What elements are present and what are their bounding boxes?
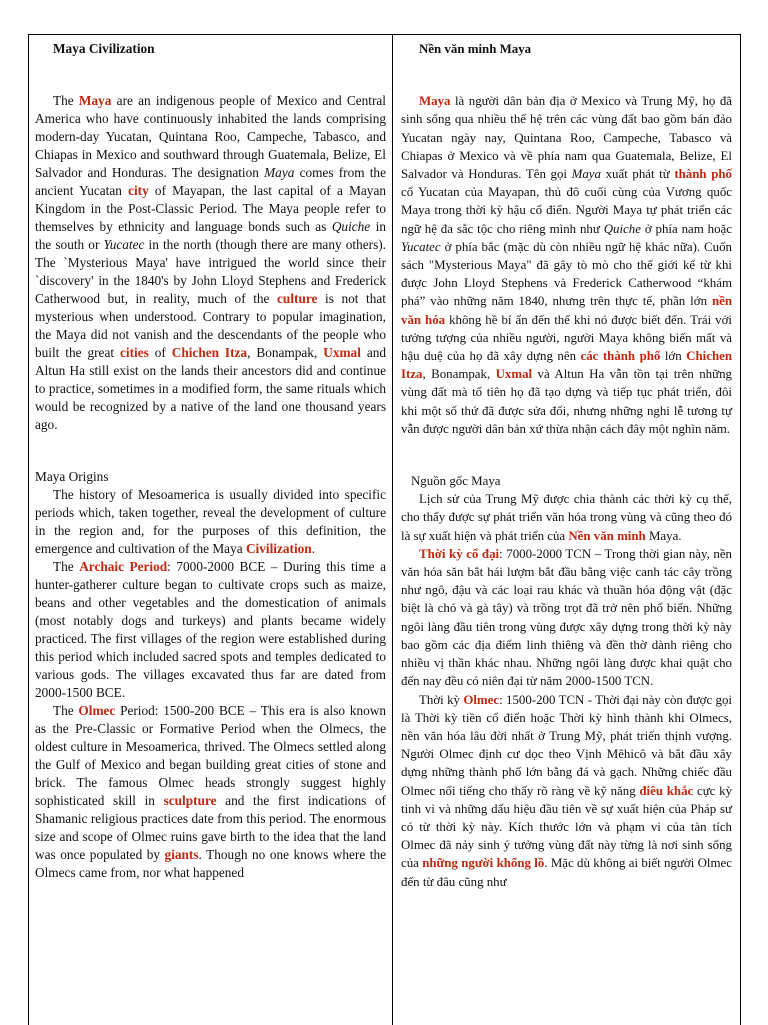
highlighted-term: culture — [277, 291, 318, 306]
vietnamese-title: Nền văn minh Maya — [419, 42, 532, 56]
vietnamese-intro-paragraph: Maya là người dân bản địa ở Mexico và Trung Mỹ, họ đã sinh sống qua nhiều thế hệ trên các vùng đất bao gồm bán đảo Yucatan ngày nay, Quintana Roo, Campeche, Tabasco và Chiapas ở Mexico và về phía nam qua Guatemala, Belize, El Salvador và Honduras. Tên gọi Maya xuất phát từ thành phố cổ Yucatan của Mayapan, thủ đô cuối cùng của Vương quốc Maya trong thời kỳ hậu cổ điển. Người Maya tự phát triển các ngữ hệ đa sắc tộc cho riêng mình như Quiche ở phía nam hoặc Yucatec ở phía bắc (mặc dù còn nhiều ngữ hệ khác nữa). Cuốn sách "Mysterious Maya" đã gây tò mò cho thế giới kể từ khi được John Lloyd Stephens và Frederick Catherwood “khám phá” vào những năm 1840, nhưng trên thực tế, phần lớn nền văn hóa không hề bí ẩn đến thế khi nó được biết đến. Trái với tưởng tượng của nhiều người, người Maya không biến mất và hậu duệ của họ đã xây dựng nên các thành phố lớn Chichen Itza, Bonampak, Uxmal và Altun Ha vẫn tồn tại trên những vùng đất mà tổ tiên họ đã tạo dựng và tiếp tục phát triển, đôi khi một số thứ đã được sửa đổi, nhưng những nghi lễ tương tự vẫn được người dân bản xứ thừa nhận cách đây một nghìn năm. — [401, 94, 733, 436]
highlighted-term: Chichen Itza — [401, 349, 733, 382]
italic-term: Yucatec — [401, 239, 441, 254]
english-origins-section — [35, 468, 386, 882]
highlighted-term: sculpture — [163, 793, 217, 808]
english-archaic-paragraph: The Archaic Period: 7000-2000 BCE – During this time a hunter-gatherer culture began to cultivate crops such as maize, beans and other vegetables and the domestication of animals (most notably dogs and turkeys) and plants became widely practiced. The first villages of the region were established during this period which included sacred spots and temples dedicated to various gods. The villages excavated thus far are dated from 2000-1500 BCE. — [35, 559, 386, 700]
highlighted-term: Chichen Itza — [171, 345, 248, 360]
vietnamese-origins-section — [401, 472, 732, 891]
highlighted-term: city — [128, 183, 149, 198]
italic-term: Quiche — [603, 221, 641, 236]
highlighted-term: Olmec — [78, 703, 116, 718]
highlighted-term: nền văn hóa — [401, 294, 732, 327]
highlighted-term: Thời kỳ cổ đại — [419, 546, 500, 561]
italic-term: Maya — [264, 165, 295, 180]
highlighted-term: cities — [119, 345, 149, 360]
highlighted-term: thành phố — [674, 167, 732, 182]
highlighted-term: Uxmal — [495, 367, 533, 382]
italic-term: Yucatec — [103, 237, 145, 252]
highlighted-term: giants — [164, 847, 199, 862]
english-olmec-paragraph: The Olmec Period: 1500-200 BCE – This era is also known as the Pre-Classic or Formative Period when the Olmecs, the oldest culture in Mesoamerica, thrived. The Olmecs settled along the Gulf of Mexico and began building great cities of stone and brick. The famous Olmec heads strongly suggest highly sophisticated skill in sculpture and the first indications of Shamanic religious practices date from this period. The enormous size and scope of Olmec ruins gave birth to the idea that the land was once populated by giants. Though no one knows where the Olmecs came from, nor what happened — [35, 703, 387, 880]
highlighted-term: Olmec — [463, 692, 500, 707]
highlighted-term: Nền văn minh — [568, 528, 646, 543]
vietnamese-olmec-paragraph: Thời kỳ Olmec: 1500-200 TCN - Thời đại này còn được gọi là Thời kỳ tiền cổ điển hoặc Thời kỳ hình thành khi Olmecs, nền văn hóa lâu đời nhất ở Trung Mỹ, phát triển thịnh vượng. Người Olmec định cư dọc theo Vịnh Mêhicô và bắt đầu xây dựng những thành phố lớn bằng đá và gạch. Những chiếc đầu Olmec nổi tiếng cho thấy rõ ràng về kỹ năng điêu khắc cực kỳ tinh vi và những dấu hiệu đầu tiên về sự xuất hiện của Pháp sư có từ thời kỳ này. Kích thước lớn và phạm vi của tàn tích Olmec đã nảy sinh ý tưởng vùng đất này từng là nơi sinh sống của những người khổng lồ. Mặc dù không ai biết người Olmec đến từ đâu cũng như — [401, 692, 733, 889]
highlighted-term: Archaic Period — [79, 559, 168, 574]
english-origins-paragraph-1: The history of Mesoamerica is usually divided into specific periods which, taken together, reveal the development of culture in the region and, for the purposes of this definition, the emergence and cultivation of the Maya Civilization. — [35, 487, 386, 556]
english-intro-paragraph: The Maya are an indigenous people of Mexico and Central America who have continuously inhabited the lands comprising modern-day Yucatan, Quintana Roo, Campeche, Tabasco, and Chiapas in Mexico and southward through Guatemala, Belize, El Salvador and Honduras. The designation Maya comes from the ancient Yucatan city of Mayapan, the last capital of a Mayan Kingdom in the Post-Classic Period. The Maya people refer to themselves by ethnicity and language bonds such as Quiche in the south or Yucatec in the north (though there are many others). The `Mysterious Maya' have intrigued the world since their `discovery' in the 1840's by John Lloyd Stephens and Frederick Catherwood but, in reality, much of the culture is not that mysterious when understood. Contrary to popular imagination, the Maya did not vanish and the descendants of the people who built the great cities of Chichen Itza, Bonampak, Uxmal and Altun Ha still exist on the lands their ancestors did and continue to practice, sometimes in a modified form, the same rituals which would be recognized by a native of the land one thousand years ago. — [35, 93, 387, 432]
vietnamese-origins-paragraph-1: Lịch sử của Trung Mỹ được chia thành các thời kỳ cụ thể, cho thấy được sự phát triển văn hóa trong vùng và cũng theo đó là sự xuất hiện và phát triển của Nền văn minh Maya. — [401, 492, 732, 543]
vietnamese-column — [393, 35, 741, 1025]
english-title: Maya Civilization — [53, 41, 155, 56]
english-column — [29, 35, 393, 1025]
highlighted-term: Civilization — [245, 541, 312, 556]
highlighted-term: Maya — [78, 93, 112, 108]
highlighted-term: Maya — [419, 94, 451, 109]
highlighted-term: điêu khắc — [639, 783, 694, 798]
bilingual-table — [28, 34, 741, 1025]
highlighted-term: các thành phố — [580, 349, 661, 364]
highlighted-term: Uxmal — [323, 345, 361, 360]
italic-term: Maya — [571, 167, 601, 182]
highlighted-term: những người khổng lồ — [422, 856, 545, 871]
vietnamese-origins-heading: Nguồn gốc Maya — [411, 474, 501, 489]
italic-term: Quiche — [331, 219, 371, 234]
english-origins-heading: Maya Origins — [35, 469, 109, 484]
vietnamese-archaic-paragraph: Thời kỳ cổ đại: 7000-2000 TCN – Trong thời gian này, nền văn hóa săn bắt hái lượm bắt đầu bằng việc canh tác cây trồng như ngô, đậu và các loại rau khác và thuần hóa động vật (đặc biệt là chó và gà tây) và trồng trọt đã trở nên phổ biến. Những ngôi làng đầu tiên trong vùng được xây dựng trong thời kỳ này bao gồm các địa điểm linh thiêng và đền thờ dành riêng cho nhiều vị thần khác nhau. Những ngôi làng được khai quật cho đến nay đều có niên đại từ năm 2000-1500 TCN. — [401, 546, 732, 689]
